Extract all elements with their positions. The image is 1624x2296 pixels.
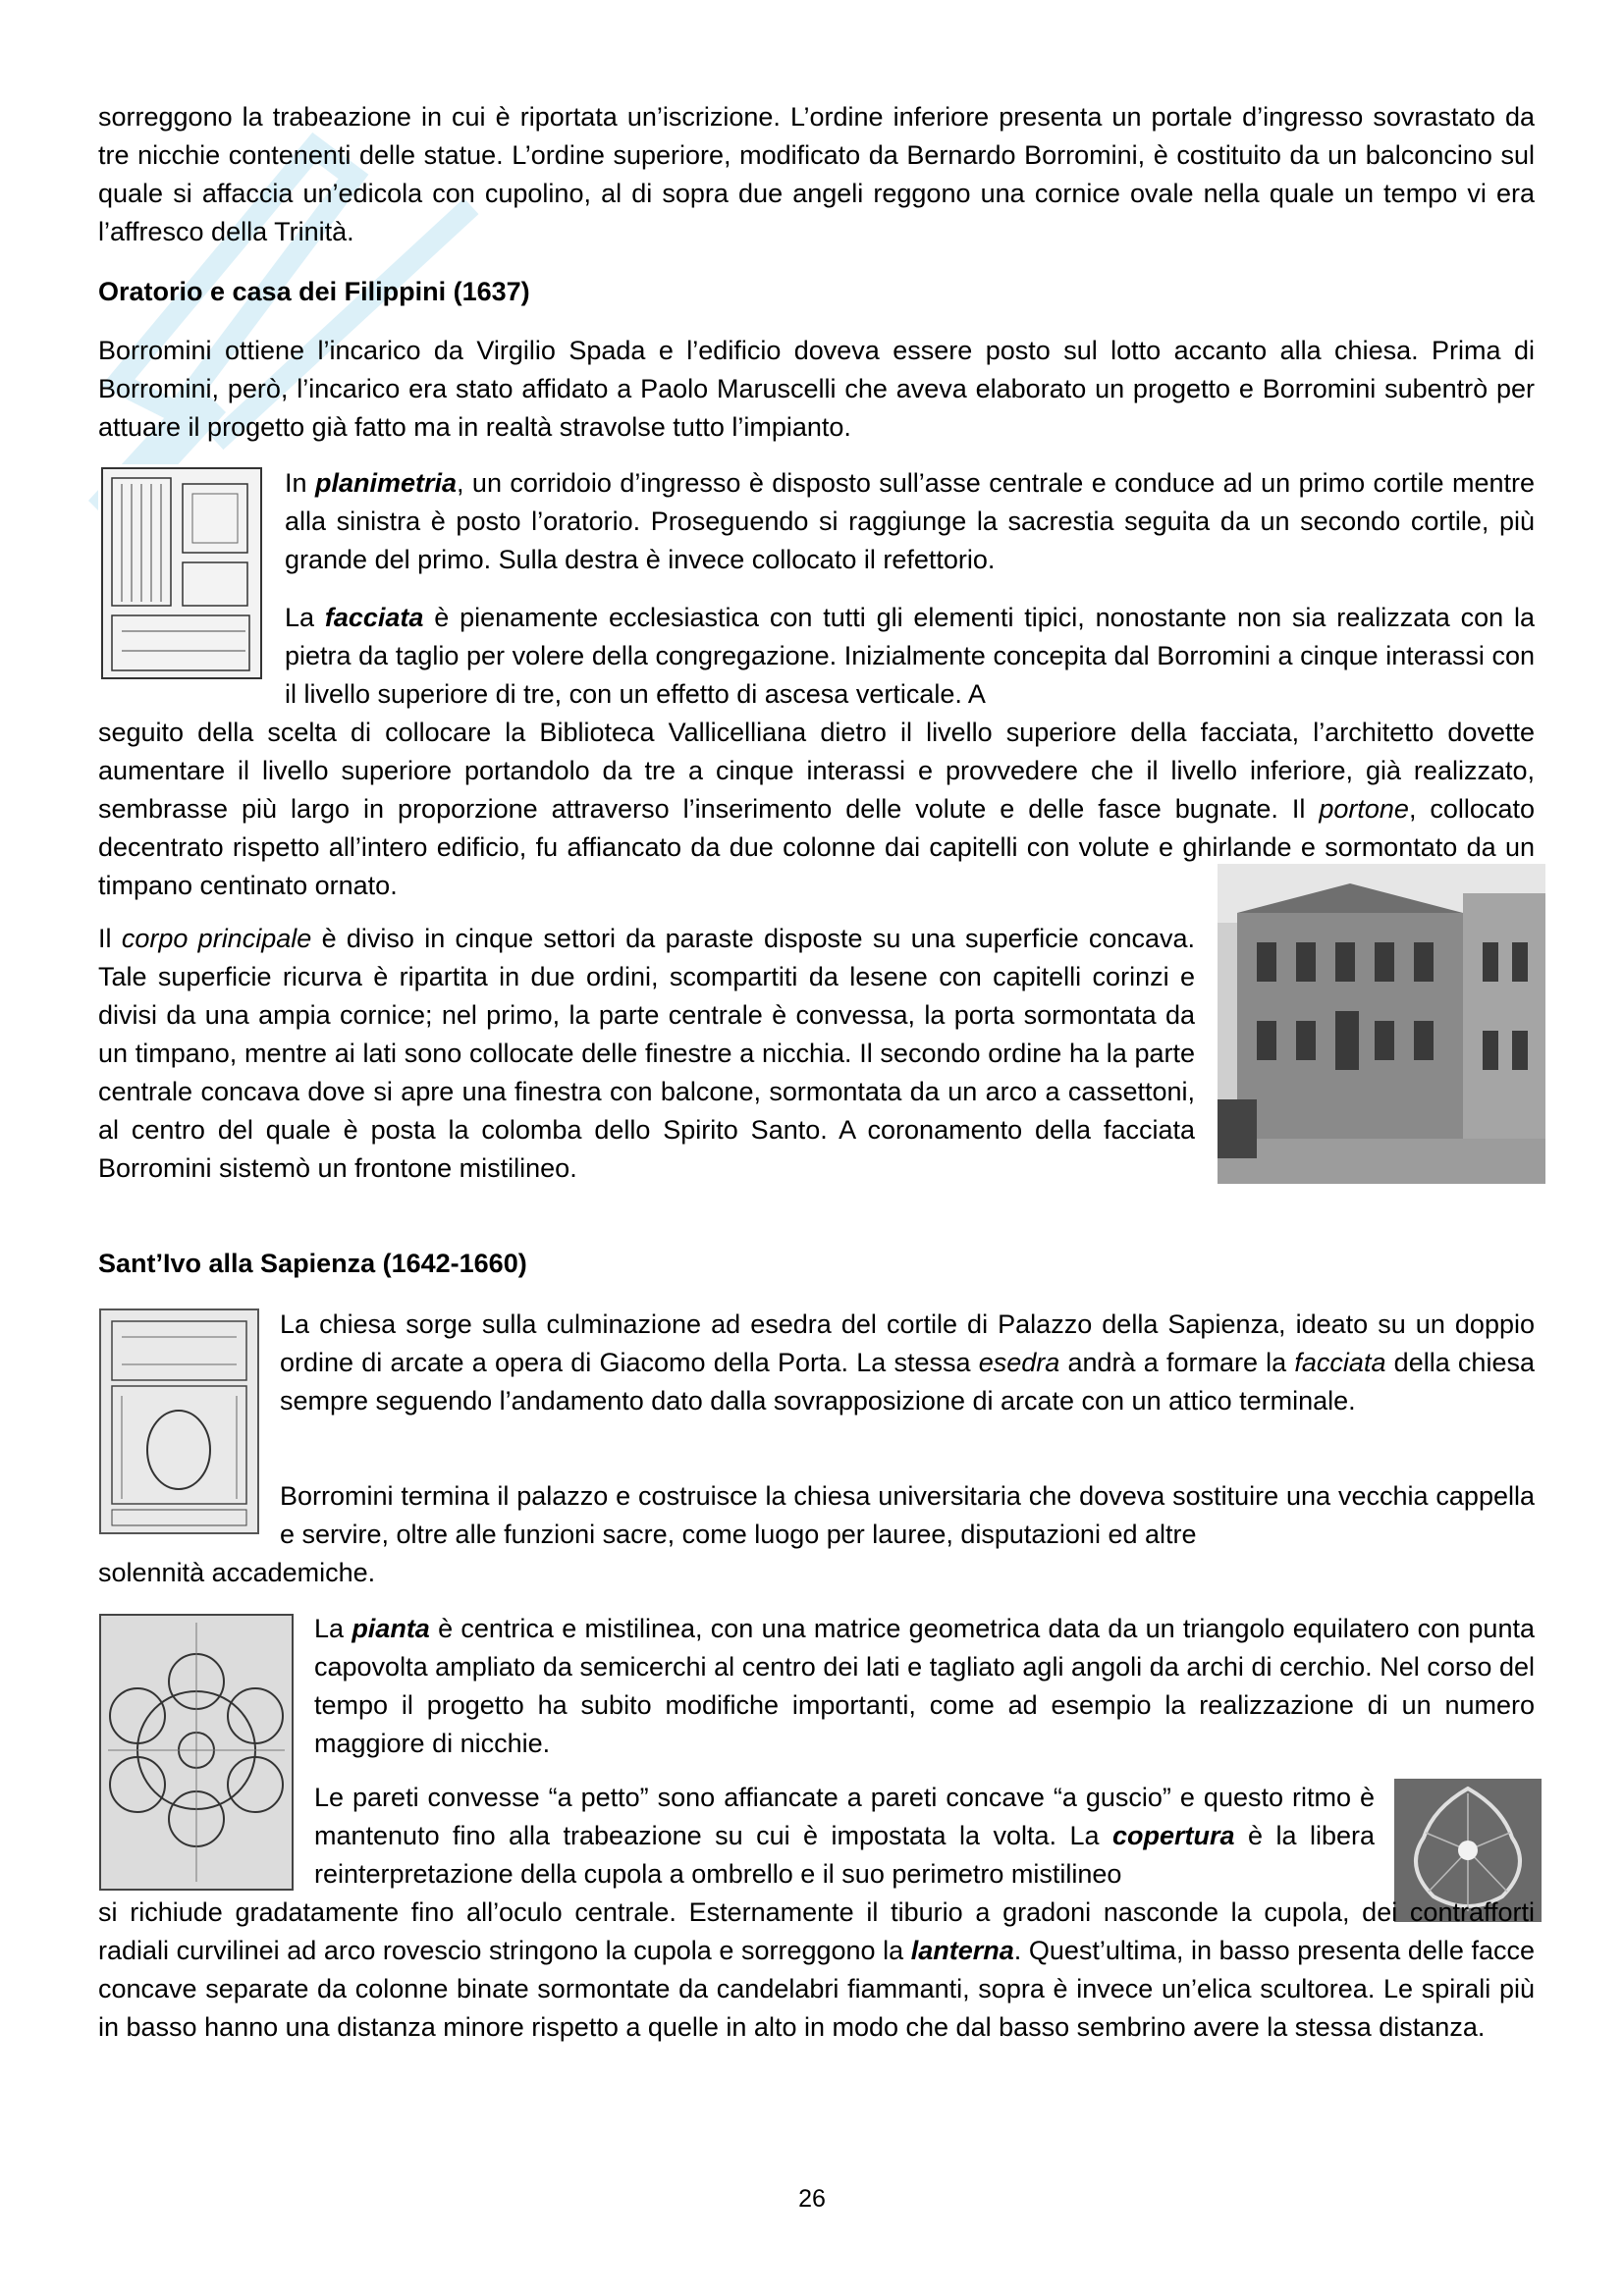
oratorio-facade-photo (1218, 864, 1545, 1184)
santivo-pianta-image (98, 1613, 295, 1892)
pareti-paragraph-rest: si richiude gradatamente fino all’oculo centrale. Esternamente il tiburio a gradoni nasconde la cupola, dei contrafforti radiali curvilinei ad arco rovescio stringono la cupola e sorreggono la lanterna. Quest’ultima, in basso presenta delle facce concave separate da colonne binate sormontate da candelabri fiammanti, sopra è invece un’elica scultorea. Le spirali più in basso hanno una distanza minore rispetto a quelle in alto in modo che dal basso sembrino avere la stessa distanza. (98, 1897, 1535, 2042)
section-heading-santivo: Sant’Ivo alla Sapienza (1642-1660) (98, 1249, 527, 1278)
oratorio-paragraph-1: Borromini ottiene l’incarico da Virgilio Spada e l’edificio doveva essere posto sul lotto accanto alla chiesa. Prima di Borromini, però, l’incarico era stato affidato a Paolo Maruscelli che aveva elaborato un progetto e Borromini subentrò per attuare il progetto già fatto ma in realtà stravolse tutto l’impianto. (98, 336, 1535, 442)
santivo-paragraph-1: La chiesa sorge sulla culminazione ad esedra del cortile di Palazzo della Sapienza, ideato su un doppio ordine di arcate a opera di Giacomo della Porta. La stessa esedra andrà a formare la facciata della chiesa sempre seguendo l’andamento dato dalla sovrapposizione di arcate con un attico terminale. (280, 1309, 1535, 1415)
page-number: 26 (798, 2185, 826, 2213)
corpo-principale-paragraph: Il corpo principale è diviso in cinque settori da paraste disposte su una superficie concava. Tale superficie ricurva è ripartita in due ordini, scompartiti da lesene con capitelli corinzi e divisi da una ampia cornice; nel primo, la parte centrale è convessa, la porta sormontata da un timpano, mentre ai lati sono collocate delle finestre a nicchia. Il secondo ordine ha la parte centrale concava dove si apre una finestra con balcone, sormontata da un arco a cassettoni, al centro del quale è posta la colomba dello Spirito Santo. A coronamento della facciata Borromini sistemò un frontone mistilineo. (98, 924, 1195, 1183)
facciata-paragraph-top: La facciata è pienamente ecclesiastica con tutti gli elementi tipici, nonostante non sia realizzata con la pietra da taglio per volere della congregazione. Inizialmente concepita dal Borromini a cinque interassi con il livello superiore di tre, con un effetto di ascesa verticale. A (285, 603, 1535, 709)
intro-paragraph: sorreggono la trabeazione in cui è riportata un’iscrizione. L’ordine inferiore presenta un portale d’ingresso sovrastato da tre nicchie contenenti delle statue. L’ordine superiore, modificato da Bernardo Borromini, è costituito da un balconcino sul quale si affaccia un’edicola con cupolino, al di sopra due angeli reggono una cornice ovale nella quale un tempo vi era l’affresco della Trinità. (98, 102, 1535, 246)
pianta-paragraph: La pianta è centrica e mistilinea, con una matrice geometrica data da un triangolo equilatero con punta capovolta ampliato da semicerchi al centro dei lati e tagliato agli angoli da archi di cerchio. Nel corso del tempo il progetto ha subito modifiche importanti, come ad esempio la realizzazione di un numero maggiore di nicchie. (314, 1614, 1535, 1758)
oratorio-plan-image (98, 464, 265, 682)
santivo-paragraph-2-end: solennità accademiche. (98, 1558, 376, 1587)
facciata-paragraph-rest: seguito della scelta di collocare la Biblioteca Vallicelliana dietro il livello superiore della facciata, l’architetto dovette aumentare il livello superiore portandolo da tre a cinque interassi e provvedere che il livello inferiore, già realizzato, sembrasse più largo in proporzione attraverso l’inserimento delle volute e delle fasce bugnate. Il portone, collocato decentrato rispetto all’intero edificio, fu affiancato da due colonne dai capitelli con volute e ghirlande e sormontato da un timpano centinato ornato. (98, 718, 1535, 900)
planimetria-paragraph: In planimetria, un corridoio d’ingresso è disposto sull’asse centrale e conduce ad un primo cortile mentre alla sinistra è posto l’oratorio. Proseguendo si raggiunge la sacrestia seguita da un secondo cortile, più grande del primo. Sulla destra è invece collocato il refettorio. (285, 468, 1535, 574)
santivo-palazzo-plan-image (98, 1308, 260, 1535)
pareti-paragraph-top: Le pareti convesse “a petto” sono affiancate a pareti concave “a guscio” e questo ritmo è mantenuto fino alla trabeazione su cui è impostata la volta. La copertura è la libera reinterpretazione della cupola a ombrello e il suo perimetro mistilineo (314, 1783, 1375, 1889)
section-heading-oratorio: Oratorio e casa dei Filippini (1637) (98, 277, 530, 306)
santivo-paragraph-2-top: Borromini termina il palazzo e costruisce la chiesa universitaria che doveva sostituire una vecchia cappella e servire, oltre alle funzioni sacre, come luogo per lauree, disputazioni ed altre (280, 1481, 1535, 1549)
